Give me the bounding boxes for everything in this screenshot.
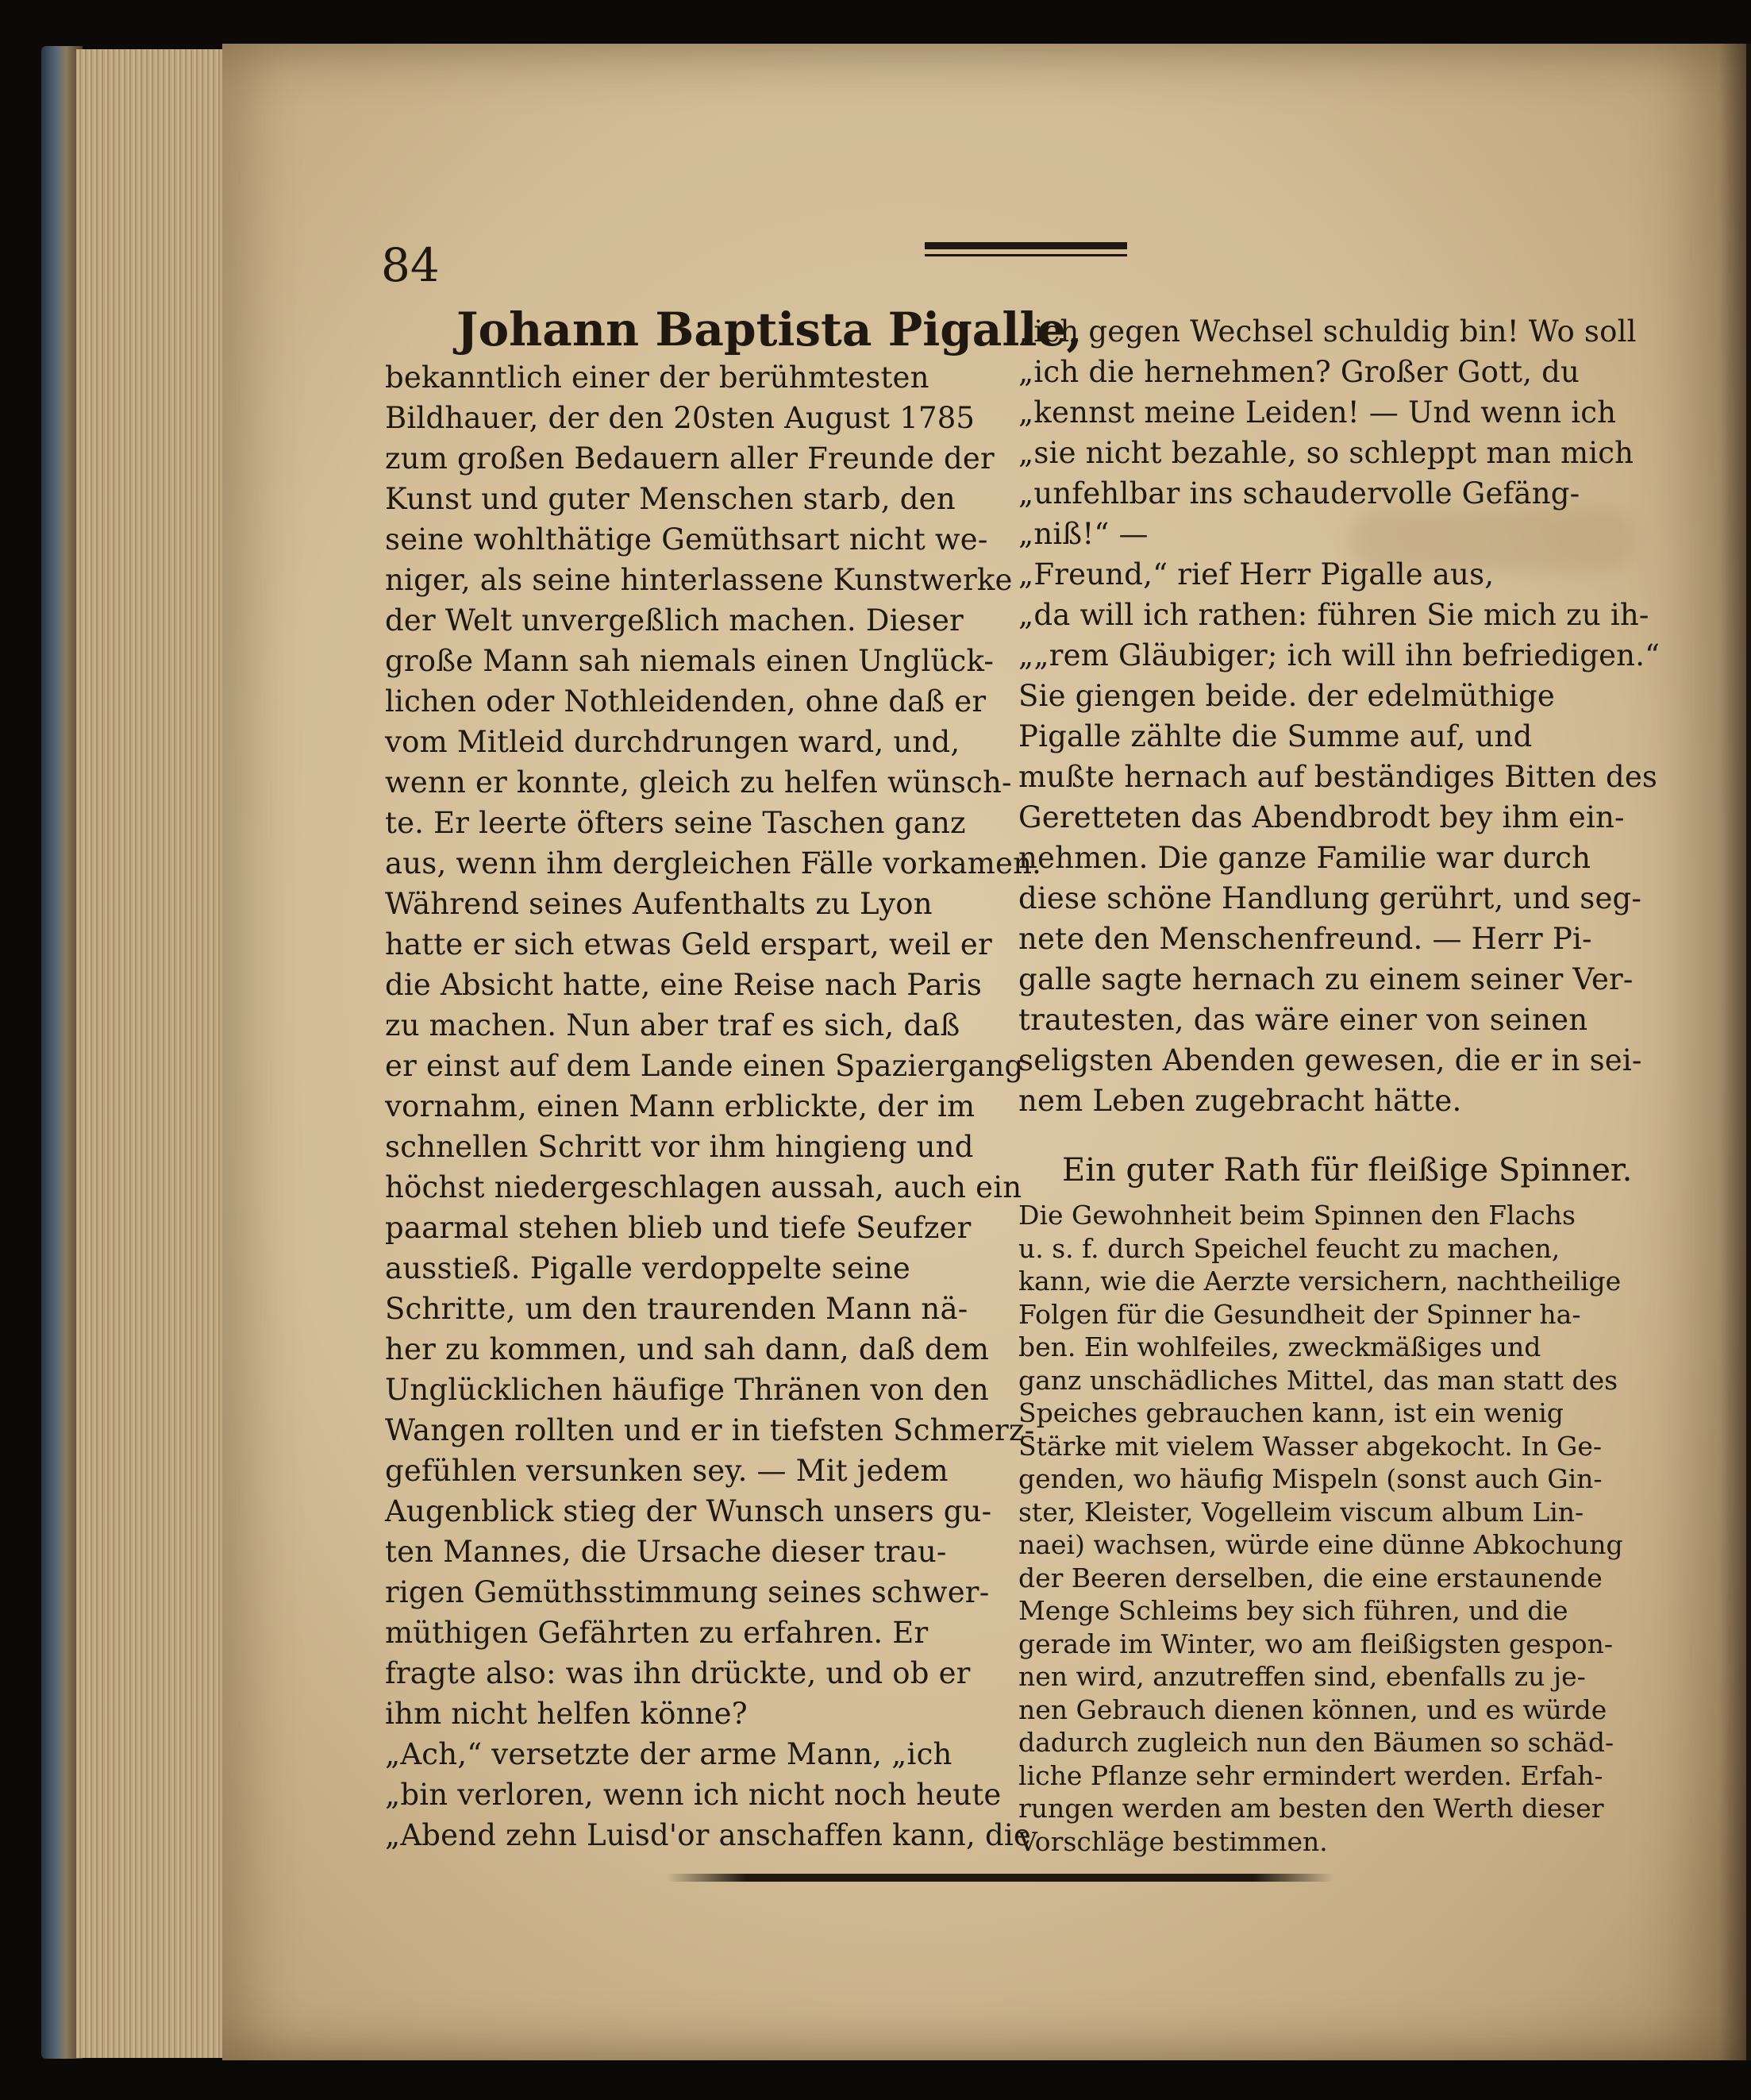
article-text-line: „ich gegen Wechsel schuldig bin! Wo soll bbox=[1018, 314, 1637, 349]
advice-text-line: dadurch zugleich nun den Bäumen so schäd- bbox=[1018, 1727, 1614, 1758]
article-text-line: „niß!“ — bbox=[1018, 517, 1149, 551]
article-text-line: vom Mitleid durchdrungen ward, und, bbox=[385, 725, 960, 759]
advice-lines bbox=[1018, 1199, 1637, 1858]
article-left-column bbox=[385, 302, 1083, 1855]
article-text-line: große Mann sah niemals einen Unglück- bbox=[385, 644, 995, 678]
advice-text-line: ganz unschädliches Mittel, das man statt des bbox=[1018, 1364, 1618, 1396]
article-text-line: fragte also: was ihn drückte, und ob er bbox=[385, 1656, 971, 1690]
article-text-line: „bin verloren, wenn ich nicht noch heute bbox=[385, 1778, 1002, 1812]
advice-text-line: nen wird, anzutreffen sind, ebenfalls zu je- bbox=[1018, 1661, 1586, 1692]
article-text-line: er einst auf dem Lande einen Spaziergang bbox=[385, 1049, 1024, 1083]
article-text-line: „Abend zehn Luisd'or anschaffen kann, die bbox=[385, 1818, 1031, 1852]
advice-text-line: Speiches gebrauchen kann, ist ein wenig bbox=[1018, 1397, 1564, 1428]
article-text-line: Augenblick stieg der Wunsch unsers gu- bbox=[385, 1494, 992, 1528]
article-text-line: mußte hernach auf beständiges Bitten des bbox=[1018, 760, 1658, 794]
advice-title: Ein guter Rath für fleißige Spinner. bbox=[1062, 1152, 1633, 1189]
article-text-line: Geretteten das Abendbrodt bey ihm ein- bbox=[1018, 800, 1625, 834]
header-rule bbox=[925, 242, 1127, 256]
article-text-line: her zu kommen, und sah dann, daß dem bbox=[385, 1332, 990, 1366]
article-text-line: wenn er konnte, gleich zu helfen wünsch- bbox=[385, 765, 1012, 800]
article-text-line: ihm nicht helfen könne? bbox=[385, 1697, 748, 1731]
article-text-line: seligsten Abenden gewesen, die er in sei- bbox=[1018, 1043, 1642, 1077]
article-text-line: nete den Menschenfreund. — Herr Pi- bbox=[1018, 922, 1592, 956]
article-text-line: Schritte, um den traurenden Mann nä- bbox=[385, 1292, 968, 1326]
advice-text-line: rungen werden am besten den Werth dieser bbox=[1018, 1793, 1604, 1824]
article-text-line: Kunst und guter Menschen starb, den bbox=[385, 482, 956, 516]
article-text-line: höchst niedergeschlagen aussah, auch ein bbox=[385, 1170, 1022, 1204]
advice-text-line: ster, Kleister, Vogelleim viscum album Lin- bbox=[1018, 1496, 1584, 1528]
advice-text-line: nen Gebrauch dienen können, und es würde bbox=[1018, 1693, 1607, 1725]
article-text-line: aus, wenn ihm dergleichen Fälle vorkamen. bbox=[385, 846, 1042, 880]
article-text-line: paarmal stehen blieb und tiefe Seufzer bbox=[385, 1211, 972, 1245]
article-text-line: Bildhauer, der den 20sten August 1785 bbox=[385, 401, 976, 435]
advice-text-line: genden, wo häufig Mispeln (sonst auch Gin- bbox=[1018, 1463, 1603, 1494]
article-text-line: müthigen Gefährten zu erfahren. Er bbox=[385, 1616, 929, 1650]
article-text-line: „ich die hernehmen? Großer Gott, du bbox=[1018, 355, 1580, 389]
article-text-line: Pigalle zählte die Summe auf, und bbox=[1018, 719, 1533, 753]
article-text-line: „sie nicht bezahle, so schleppt man mich bbox=[1018, 436, 1634, 470]
advice-text-line: Folgen für die Gesundheit der Spinner ha- bbox=[1018, 1298, 1581, 1330]
article-text-line: rigen Gemüthsstimmung seines schwer- bbox=[385, 1575, 990, 1609]
advice-text-line: u. s. f. durch Speichel feucht zu machen, bbox=[1018, 1232, 1561, 1264]
article-text-line: „Ach,“ versetzte der arme Mann, „ich bbox=[385, 1737, 952, 1771]
article-left-lines bbox=[385, 357, 1042, 1855]
article-text-line: hatte er sich etwas Geld erspart, weil er bbox=[385, 927, 992, 961]
page-number: 84 bbox=[381, 238, 440, 292]
article-text-line: gefühlen versunken sey. — Mit jedem bbox=[385, 1454, 949, 1488]
article-text-line: „Freund,“ rief Herr Pigalle aus, bbox=[1018, 557, 1495, 591]
article-text-line: vornahm, einen Mann erblickte, der im bbox=[385, 1089, 976, 1123]
advice-text-line: naei) wachsen, würde eine dünne Abkochung bbox=[1018, 1529, 1623, 1560]
article-right-column bbox=[1018, 311, 1661, 1858]
advice-text-line: Menge Schleims bey sich führen, und die bbox=[1018, 1595, 1568, 1626]
article-text-line: diese schöne Handlung gerührt, und seg- bbox=[1018, 881, 1642, 915]
footer-rule bbox=[667, 1874, 1333, 1882]
article-text-line: nem Leben zugebracht hätte. bbox=[1018, 1084, 1462, 1118]
article-text-line: galle sagte hernach zu einem seiner Ver- bbox=[1018, 962, 1634, 996]
article-text-line: Unglücklichen häufige Thränen von den bbox=[385, 1373, 989, 1407]
page-gutter-shadow bbox=[1719, 44, 1751, 2060]
article-headline: Johann Baptista Pigalle, bbox=[456, 302, 1083, 356]
article-text-line: zum großen Bedauern aller Freunde der bbox=[385, 441, 995, 476]
advice-text-line: Stärke mit vielem Wasser abgekocht. In Ge- bbox=[1018, 1430, 1603, 1462]
article-text-line: Wangen rollten und er in tiefsten Schmerz- bbox=[385, 1413, 1035, 1447]
article-text-line: ten Mannes, die Ursache dieser trau- bbox=[385, 1535, 947, 1569]
article-text-line: „da will ich rathen: führen Sie mich zu ih- bbox=[1018, 598, 1649, 632]
article-text-line: „unfehlbar ins schaudervolle Gefäng- bbox=[1018, 476, 1580, 511]
article-text-line: bekanntlich einer der berühmtesten bbox=[385, 360, 929, 395]
article-text-line: der Welt unvergeßlich machen. Dieser bbox=[385, 603, 964, 638]
article-text-line: lichen oder Nothleidenden, ohne daß er bbox=[385, 684, 987, 719]
advice-text-line: liche Pflanze sehr ermindert werden. Erfah- bbox=[1018, 1759, 1603, 1791]
article-text-line: ausstieß. Pigalle verdoppelte seine bbox=[385, 1251, 911, 1285]
advice-text-line: Vorschläge bestimmen. bbox=[1018, 1825, 1328, 1857]
article-text-line: nehmen. Die ganze Familie war durch bbox=[1018, 841, 1591, 875]
article-right-lines bbox=[1018, 311, 1661, 1121]
advice-text-line: der Beeren derselben, die eine erstaunende bbox=[1018, 1562, 1603, 1593]
advice-text-line: Die Gewohnheit beim Spinnen den Flachs bbox=[1018, 1200, 1576, 1231]
advice-text-line: gerade im Winter, wo am fleißigsten gespon- bbox=[1018, 1628, 1613, 1659]
article-text-line: seine wohlthätige Gemüthsart nicht we- bbox=[385, 522, 988, 557]
article-text-line: niger, als seine hinterlassene Kunstwerke bbox=[385, 563, 1013, 597]
page-edges bbox=[76, 49, 235, 2058]
article-text-line: zu machen. Nun aber traf es sich, daß bbox=[385, 1008, 960, 1042]
advice-text-line: ben. Ein wohlfeiles, zweckmäßiges und bbox=[1018, 1331, 1541, 1362]
article-text-line: „„rem Gläubiger; ich will ihn befriedigen.“ bbox=[1018, 638, 1661, 672]
article-text-line: die Absicht hatte, eine Reise nach Paris bbox=[385, 968, 983, 1002]
article-text-line: te. Er leerte öfters seine Taschen ganz bbox=[385, 806, 966, 840]
article-text-line: schnellen Schritt vor ihm hingieng und bbox=[385, 1130, 974, 1164]
article-text-line: Sie giengen beide. der edelmüthige bbox=[1018, 679, 1555, 713]
article-text-line: Während seines Aufenthalts zu Lyon bbox=[385, 887, 933, 921]
advice-text-line: kann, wie die Aerzte versichern, nachtheilige bbox=[1018, 1266, 1622, 1297]
article-text-line: „kennst meine Leiden! — Und wenn ich bbox=[1018, 395, 1617, 430]
article-text-line: trautesten, das wäre einer von seinen bbox=[1018, 1003, 1588, 1037]
